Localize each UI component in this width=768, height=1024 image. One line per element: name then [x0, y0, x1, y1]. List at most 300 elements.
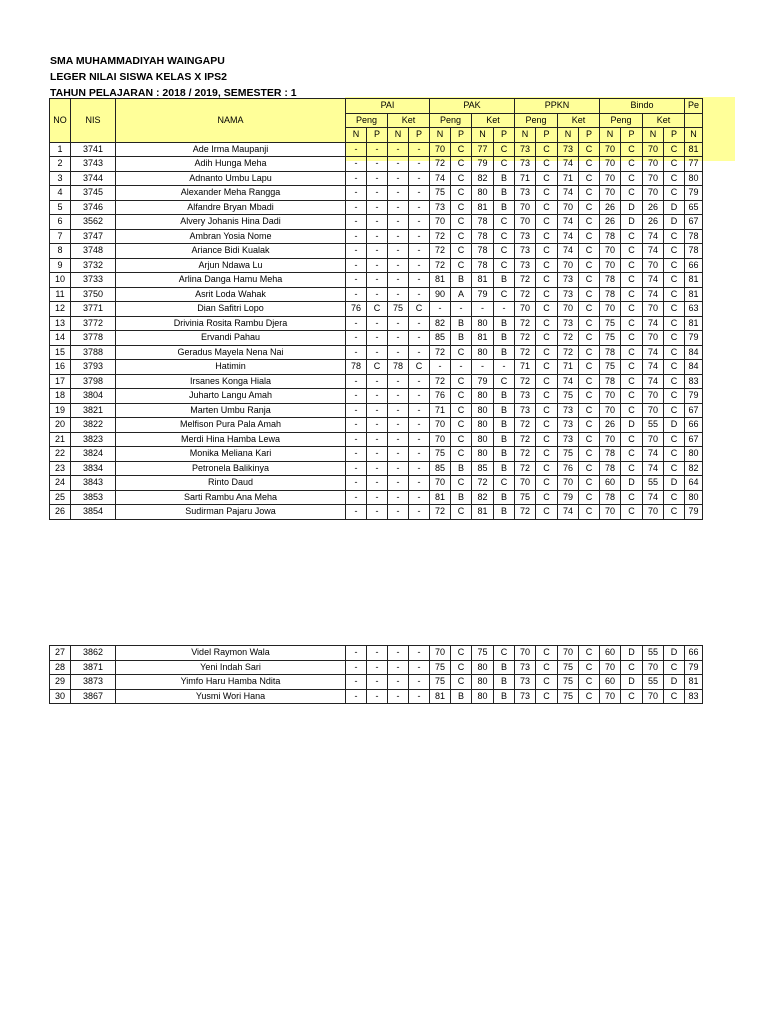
- cell-grade: -: [409, 273, 430, 288]
- cell-grade: C: [664, 689, 685, 704]
- cell-grade: C: [451, 675, 472, 690]
- cell-grade: C: [621, 432, 643, 447]
- cell-grade: -: [409, 229, 430, 244]
- cell-grade: C: [451, 660, 472, 675]
- cell-grade: 79: [685, 186, 703, 201]
- cell-grade: D: [621, 476, 643, 491]
- cell-grade: D: [664, 476, 685, 491]
- cell-grade: -: [388, 273, 409, 288]
- cell-nis: 3788: [71, 345, 116, 360]
- cell-grade: 73: [515, 142, 536, 157]
- cell-grade: C: [579, 461, 600, 476]
- subheader-peng: Peng: [346, 113, 388, 128]
- cell-grade: -: [494, 360, 515, 375]
- cell-grade: 67: [685, 432, 703, 447]
- cell-grade: -: [367, 675, 388, 690]
- cell-grade: 70: [558, 200, 579, 215]
- cell-grade: 70: [430, 476, 451, 491]
- subheader-p: P: [494, 128, 515, 143]
- subheader-peng: Peng: [430, 113, 472, 128]
- cell-grade: 73: [515, 389, 536, 404]
- cell-grade: C: [664, 660, 685, 675]
- cell-grade: -: [388, 389, 409, 404]
- cell-grade: C: [494, 215, 515, 230]
- cell-grade: 82: [430, 316, 451, 331]
- table-row: [50, 157, 703, 172]
- cell-grade: 80: [472, 660, 494, 675]
- cell-grade: 70: [558, 646, 579, 661]
- cell-grade: C: [536, 447, 558, 462]
- cell-grade: C: [579, 258, 600, 273]
- cell-grade: C: [451, 374, 472, 389]
- cell-no: 2: [50, 157, 71, 172]
- subheader-n: N: [388, 128, 409, 143]
- cell-grade: C: [621, 229, 643, 244]
- cell-no: 9: [50, 258, 71, 273]
- cell-grade: C: [621, 447, 643, 462]
- cell-grade: C: [664, 229, 685, 244]
- cell-grade: -: [346, 171, 367, 186]
- cell-nis: 3821: [71, 403, 116, 418]
- cell-grade: 73: [558, 142, 579, 157]
- subject-header-pe: Pe: [685, 99, 703, 114]
- cell-grade: C: [579, 374, 600, 389]
- cell-no: 13: [50, 316, 71, 331]
- cell-no: 14: [50, 331, 71, 346]
- cell-grade: C: [536, 345, 558, 360]
- cell-grade: -: [388, 675, 409, 690]
- cell-grade: 70: [600, 258, 621, 273]
- cell-grade: 75: [430, 186, 451, 201]
- cell-nis: 3745: [71, 186, 116, 201]
- cell-grade: 63: [685, 302, 703, 317]
- cell-grade: 70: [558, 476, 579, 491]
- cell-grade: -: [346, 418, 367, 433]
- cell-nis: 3862: [71, 646, 116, 661]
- subheader-n: N: [430, 128, 451, 143]
- subheader-peng: Peng: [515, 113, 558, 128]
- cell-grade: 80: [472, 186, 494, 201]
- cell-grade: C: [579, 287, 600, 302]
- cell-no: 7: [50, 229, 71, 244]
- cell-grade: 75: [388, 302, 409, 317]
- cell-grade: -: [494, 302, 515, 317]
- cell-grade: C: [536, 244, 558, 259]
- cell-grade: 72: [515, 432, 536, 447]
- cell-grade: 70: [515, 476, 536, 491]
- cell-grade: C: [536, 287, 558, 302]
- cell-grade: -: [367, 244, 388, 259]
- cell-grade: 70: [558, 302, 579, 317]
- cell-grade: 72: [430, 157, 451, 172]
- cell-grade: 74: [643, 490, 664, 505]
- cell-nis: 3823: [71, 432, 116, 447]
- table-row: [50, 374, 703, 389]
- cell-grade: C: [367, 360, 388, 375]
- cell-grade: -: [346, 689, 367, 704]
- cell-grade: -: [409, 171, 430, 186]
- cell-grade: C: [451, 447, 472, 462]
- cell-grade: C: [451, 476, 472, 491]
- cell-grade: B: [494, 447, 515, 462]
- cell-grade: B: [494, 432, 515, 447]
- cell-grade: D: [621, 646, 643, 661]
- cell-grade: -: [367, 171, 388, 186]
- subheader-n: N: [346, 128, 367, 143]
- cell-grade: C: [621, 186, 643, 201]
- cell-grade: 74: [643, 374, 664, 389]
- academic-year: TAHUN PELAJARAN : 2018 / 2019, SEMESTER : 1: [50, 87, 297, 99]
- cell-grade: 74: [643, 244, 664, 259]
- subheader-n: N: [685, 128, 703, 143]
- subject-header-ppkn: PPKN: [515, 99, 600, 114]
- cell-nis: 3733: [71, 273, 116, 288]
- cell-grade: -: [409, 215, 430, 230]
- cell-grade: -: [409, 432, 430, 447]
- cell-grade: C: [367, 302, 388, 317]
- cell-grade: -: [409, 403, 430, 418]
- cell-grade: -: [367, 374, 388, 389]
- cell-no: 23: [50, 461, 71, 476]
- cell-grade: C: [621, 660, 643, 675]
- cell-grade: -: [346, 447, 367, 462]
- cell-grade: -: [409, 418, 430, 433]
- cell-grade: D: [664, 675, 685, 690]
- cell-grade: C: [579, 490, 600, 505]
- cell-grade: 70: [430, 432, 451, 447]
- cell-grade: C: [621, 171, 643, 186]
- cell-grade: C: [664, 244, 685, 259]
- cell-nis: 3871: [71, 660, 116, 675]
- cell-nama: Yusmi Wori Hana: [116, 689, 346, 704]
- cell-grade: 70: [643, 432, 664, 447]
- cell-grade: -: [346, 646, 367, 661]
- cell-grade: 81: [472, 273, 494, 288]
- cell-grade: D: [664, 200, 685, 215]
- cell-grade: C: [579, 505, 600, 520]
- cell-grade: -: [409, 200, 430, 215]
- cell-grade: C: [579, 476, 600, 491]
- cell-grade: -: [367, 186, 388, 201]
- cell-no: 18: [50, 389, 71, 404]
- cell-grade: 70: [600, 244, 621, 259]
- cell-grade: 74: [643, 316, 664, 331]
- cell-grade: C: [536, 316, 558, 331]
- cell-grade: 73: [558, 432, 579, 447]
- cell-grade: -: [388, 660, 409, 675]
- cell-grade: 78: [600, 447, 621, 462]
- cell-no: 21: [50, 432, 71, 447]
- cell-grade: -: [409, 689, 430, 704]
- cell-grade: -: [346, 374, 367, 389]
- cell-nis: 3732: [71, 258, 116, 273]
- cell-grade: C: [621, 389, 643, 404]
- cell-grade: 77: [685, 157, 703, 172]
- cell-grade: -: [409, 646, 430, 661]
- cell-grade: 72: [515, 461, 536, 476]
- cell-grade: C: [664, 461, 685, 476]
- cell-grade: B: [494, 186, 515, 201]
- cell-nis: 3834: [71, 461, 116, 476]
- cell-grade: C: [664, 389, 685, 404]
- cell-grade: 71: [515, 171, 536, 186]
- cell-grade: 73: [515, 157, 536, 172]
- cell-grade: -: [346, 244, 367, 259]
- cell-no: 11: [50, 287, 71, 302]
- cell-grade: C: [579, 447, 600, 462]
- cell-grade: -: [367, 461, 388, 476]
- cell-nis: 3778: [71, 331, 116, 346]
- cell-grade: C: [494, 142, 515, 157]
- cell-grade: B: [494, 389, 515, 404]
- cell-grade: 75: [515, 490, 536, 505]
- subject-header-pak: PAK: [430, 99, 515, 114]
- cell-grade: 75: [558, 447, 579, 462]
- subheader-n: N: [472, 128, 494, 143]
- cell-grade: C: [621, 244, 643, 259]
- cell-grade: C: [579, 244, 600, 259]
- cell-grade: C: [621, 302, 643, 317]
- cell-grade: 75: [558, 660, 579, 675]
- cell-grade: 81: [430, 490, 451, 505]
- cell-grade: 70: [643, 389, 664, 404]
- cell-grade: C: [494, 374, 515, 389]
- cell-grade: 76: [346, 302, 367, 317]
- cell-grade: 73: [515, 660, 536, 675]
- cell-nama: Ambran Yosia Nome: [116, 229, 346, 244]
- cell-grade: 80: [472, 432, 494, 447]
- cell-grade: C: [621, 360, 643, 375]
- cell-grade: 72: [430, 505, 451, 520]
- cell-grade: 72: [558, 331, 579, 346]
- cell-grade: C: [579, 215, 600, 230]
- cell-grade: D: [621, 215, 643, 230]
- table-row: [50, 244, 703, 259]
- cell-nama: Geradus Mayela Nena Nai: [116, 345, 346, 360]
- cell-grade: C: [579, 403, 600, 418]
- table-row: [50, 660, 703, 675]
- cell-grade: B: [494, 461, 515, 476]
- cell-nis: 3843: [71, 476, 116, 491]
- cell-grade: B: [451, 461, 472, 476]
- cell-grade: 70: [643, 689, 664, 704]
- cell-grade: 72: [515, 447, 536, 462]
- cell-grade: C: [579, 660, 600, 675]
- cell-grade: C: [579, 646, 600, 661]
- cell-no: 24: [50, 476, 71, 491]
- cell-grade: 82: [472, 171, 494, 186]
- cell-grade: 78: [472, 229, 494, 244]
- cell-grade: -: [367, 432, 388, 447]
- cell-grade: 85: [430, 461, 451, 476]
- cell-grade: -: [409, 490, 430, 505]
- cell-grade: -: [388, 490, 409, 505]
- cell-grade: 72: [515, 418, 536, 433]
- cell-grade: C: [536, 490, 558, 505]
- cell-grade: -: [367, 660, 388, 675]
- cell-no: 10: [50, 273, 71, 288]
- cell-grade: C: [409, 360, 430, 375]
- cell-grade: 74: [558, 374, 579, 389]
- cell-grade: C: [494, 646, 515, 661]
- cell-grade: C: [494, 476, 515, 491]
- cell-grade: C: [621, 374, 643, 389]
- cell-grade: B: [494, 273, 515, 288]
- cell-grade: C: [451, 186, 472, 201]
- cell-grade: B: [451, 490, 472, 505]
- cell-grade: 70: [643, 157, 664, 172]
- cell-grade: C: [536, 171, 558, 186]
- cell-grade: -: [346, 660, 367, 675]
- school-name: SMA MUHAMMADIYAH WAINGAPU: [50, 55, 225, 67]
- cell-grade: C: [536, 229, 558, 244]
- cell-grade: C: [451, 389, 472, 404]
- cell-grade: 81: [472, 505, 494, 520]
- table-row: [50, 142, 703, 157]
- cell-grade: -: [346, 675, 367, 690]
- cell-grade: 73: [515, 675, 536, 690]
- table-row: [50, 186, 703, 201]
- table-row: [50, 675, 703, 690]
- cell-nama: Alexander Meha Rangga: [116, 186, 346, 201]
- cell-nama: Juharto Langu Amah: [116, 389, 346, 404]
- cell-nama: Alvery Johanis Hina Dadi: [116, 215, 346, 230]
- cell-grade: C: [451, 171, 472, 186]
- cell-grade: 80: [685, 171, 703, 186]
- cell-grade: -: [388, 331, 409, 346]
- cell-grade: C: [621, 157, 643, 172]
- cell-grade: C: [579, 432, 600, 447]
- cell-grade: 78: [600, 374, 621, 389]
- cell-grade: 70: [515, 215, 536, 230]
- cell-grade: 74: [643, 229, 664, 244]
- cell-grade: C: [621, 403, 643, 418]
- cell-grade: 82: [685, 461, 703, 476]
- cell-grade: 75: [430, 660, 451, 675]
- cell-grade: 71: [558, 171, 579, 186]
- cell-grade: C: [451, 418, 472, 433]
- table-row: [50, 418, 703, 433]
- cell-grade: 70: [600, 389, 621, 404]
- table-row: [50, 447, 703, 462]
- cell-grade: 81: [472, 200, 494, 215]
- cell-grade: 70: [430, 418, 451, 433]
- subheader-p: P: [664, 128, 685, 143]
- cell-grade: C: [664, 505, 685, 520]
- cell-no: 6: [50, 215, 71, 230]
- cell-grade: 80: [472, 389, 494, 404]
- cell-nama: Adnanto Umbu Lapu: [116, 171, 346, 186]
- cell-grade: C: [579, 418, 600, 433]
- cell-grade: 73: [558, 273, 579, 288]
- table-row: [50, 490, 703, 505]
- subheader-peng: Peng: [600, 113, 643, 128]
- cell-grade: C: [621, 689, 643, 704]
- cell-grade: 73: [515, 258, 536, 273]
- cell-nis: 3853: [71, 490, 116, 505]
- table-row: [50, 360, 703, 375]
- grades-table-continued: [49, 645, 703, 704]
- cell-grade: -: [346, 505, 367, 520]
- cell-grade: C: [451, 142, 472, 157]
- cell-grade: 70: [600, 142, 621, 157]
- cell-grade: 55: [643, 675, 664, 690]
- cell-grade: -: [367, 505, 388, 520]
- cell-grade: 78: [600, 490, 621, 505]
- cell-grade: 79: [685, 660, 703, 675]
- cell-grade: C: [494, 287, 515, 302]
- document-title: LEGER NILAI SISWA KELAS X IPS2: [50, 71, 227, 83]
- cell-grade: C: [664, 490, 685, 505]
- cell-nama: Adih Hunga Meha: [116, 157, 346, 172]
- cell-grade: B: [494, 200, 515, 215]
- cell-grade: 80: [472, 675, 494, 690]
- cell-grade: 74: [558, 244, 579, 259]
- cell-grade: -: [388, 403, 409, 418]
- cell-grade: -: [346, 316, 367, 331]
- cell-nama: Dian Safitri Lopo: [116, 302, 346, 317]
- cell-grade: -: [409, 476, 430, 491]
- cell-grade: 72: [558, 345, 579, 360]
- cell-grade: 79: [685, 389, 703, 404]
- cell-grade: 74: [643, 273, 664, 288]
- cell-nis: 3771: [71, 302, 116, 317]
- cell-grade: C: [451, 215, 472, 230]
- cell-no: 3: [50, 171, 71, 186]
- cell-grade: -: [430, 302, 451, 317]
- cell-grade: 72: [515, 345, 536, 360]
- cell-grade: 74: [558, 157, 579, 172]
- cell-grade: C: [536, 505, 558, 520]
- cell-grade: -: [388, 215, 409, 230]
- cell-grade: D: [621, 200, 643, 215]
- cell-grade: 79: [558, 490, 579, 505]
- cell-no: 16: [50, 360, 71, 375]
- cell-grade: 60: [600, 675, 621, 690]
- cell-grade: C: [536, 689, 558, 704]
- cell-grade: 76: [558, 461, 579, 476]
- cell-grade: 55: [643, 646, 664, 661]
- cell-nama: Ervandi Pahau: [116, 331, 346, 346]
- cell-grade: -: [367, 646, 388, 661]
- cell-grade: C: [451, 200, 472, 215]
- cell-grade: -: [346, 476, 367, 491]
- cell-grade: C: [536, 142, 558, 157]
- cell-grade: 70: [643, 403, 664, 418]
- cell-grade: 78: [600, 345, 621, 360]
- cell-grade: 67: [685, 403, 703, 418]
- cell-grade: C: [664, 142, 685, 157]
- subheader-p: P: [367, 128, 388, 143]
- cell-grade: 74: [558, 505, 579, 520]
- cell-nis: 3772: [71, 316, 116, 331]
- cell-grade: -: [430, 360, 451, 375]
- cell-nama: Ariance Bidi Kualak: [116, 244, 346, 259]
- cell-nama: Monika Meliana Kari: [116, 447, 346, 462]
- cell-grade: -: [346, 215, 367, 230]
- cell-grade: 82: [472, 490, 494, 505]
- cell-grade: C: [621, 490, 643, 505]
- cell-no: 17: [50, 374, 71, 389]
- cell-nama: Rinto Daud: [116, 476, 346, 491]
- table-row: [50, 316, 703, 331]
- cell-grade: 80: [472, 689, 494, 704]
- cell-grade: C: [621, 258, 643, 273]
- cell-grade: -: [388, 258, 409, 273]
- cell-grade: 65: [685, 200, 703, 215]
- table-row: [50, 273, 703, 288]
- cell-grade: C: [621, 287, 643, 302]
